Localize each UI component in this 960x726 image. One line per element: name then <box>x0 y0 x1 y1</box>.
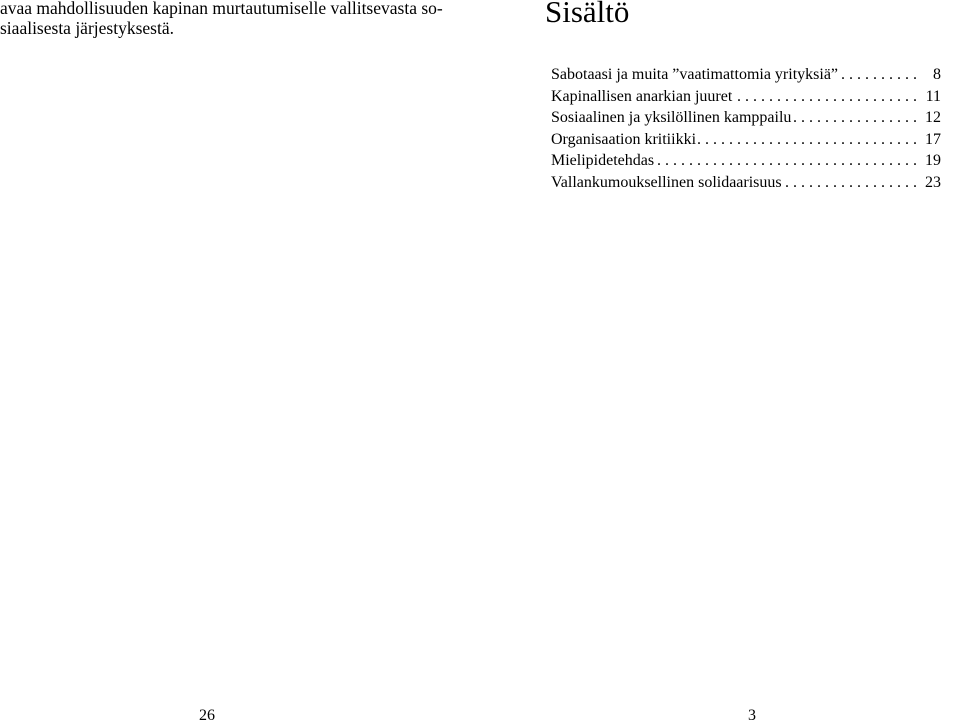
toc-entry <box>551 150 941 172</box>
page-number: 26 <box>199 707 215 724</box>
toc-entry-page: 23 <box>925 173 941 191</box>
body-text-line: avaa mahdollisuuden kapinan murtautumiselle vallitsevasta so- <box>0 0 443 18</box>
toc-dot-leader <box>782 172 923 194</box>
body-text <box>0 0 443 38</box>
toc-dot-leader <box>838 64 923 86</box>
toc-entry-page: 11 <box>925 87 941 105</box>
toc-entry-label: Kapinallisen anarkian juuret <box>551 87 733 105</box>
toc-title: Sisältö <box>545 0 630 29</box>
toc-dot-leader <box>791 107 923 129</box>
table-of-contents <box>551 64 941 194</box>
toc-entry-page: 17 <box>925 130 941 148</box>
toc-entry-label: Mielipidetehdas <box>551 152 655 170</box>
toc-entry-label: Sosiaalinen ja yksilöllinen kamppailu <box>551 109 792 127</box>
toc-entry-label: Sabotaasi ja muita ”vaatimattomia yrityksiä” <box>551 66 839 83</box>
body-text-line: siaalisesta järjestyksestä. <box>0 18 174 38</box>
toc-entry <box>551 129 941 151</box>
page-number: 3 <box>748 707 756 724</box>
toc-entry <box>551 107 941 129</box>
toc-dot-leader <box>654 150 923 172</box>
toc-dot-leader <box>696 129 923 151</box>
toc-entry-page: 19 <box>925 152 941 170</box>
toc-entry-page: 8 <box>933 66 941 83</box>
left-page <box>0 0 480 724</box>
toc-entry <box>551 86 941 108</box>
toc-entry <box>551 64 941 86</box>
toc-entry-page: 12 <box>925 109 941 127</box>
toc-dot-leader <box>732 86 923 108</box>
right-page <box>480 0 960 724</box>
toc-entry-label: Vallankumouksellinen solidaarisuus <box>551 173 782 191</box>
toc-entry <box>551 172 941 194</box>
toc-entry-label: Organisaation kritiikki <box>551 130 697 148</box>
